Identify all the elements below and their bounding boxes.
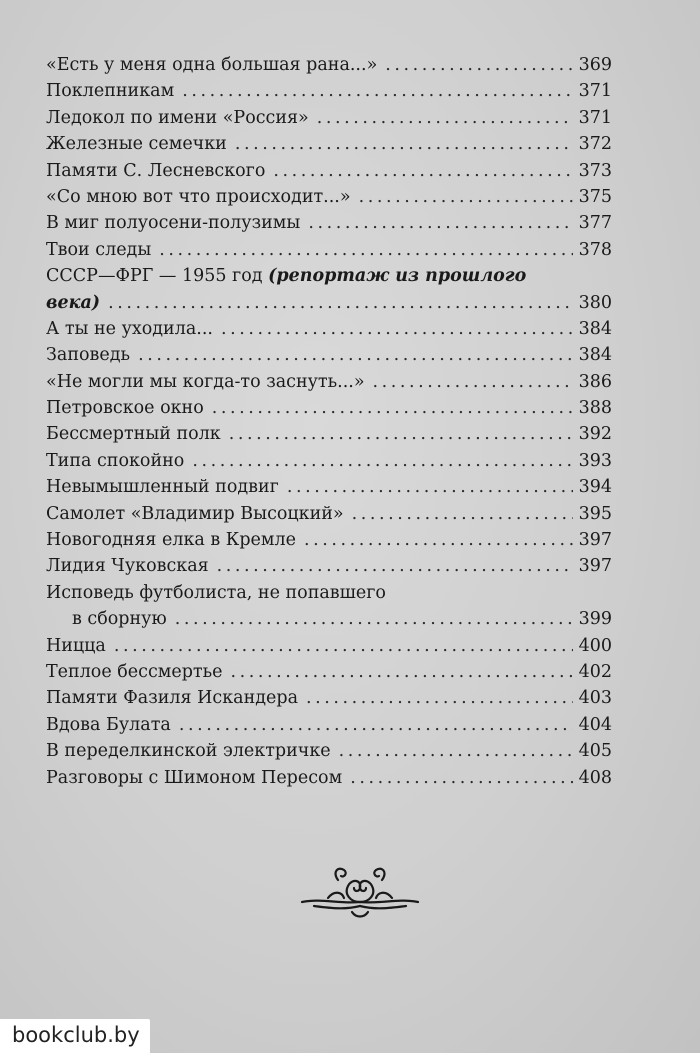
toc-title: Твои следы: [46, 239, 152, 260]
toc-page-number: 395: [578, 503, 612, 524]
toc-title: Памяти С. Лесневского: [46, 160, 266, 181]
toc-entry: [46, 553, 612, 579]
dot-leader: [231, 659, 573, 685]
toc-page-number: 371: [578, 107, 612, 128]
toc-page-number: 402: [578, 661, 612, 682]
toc-title: Ледокол по имени «Россия»: [46, 107, 309, 128]
toc-entry: [46, 105, 612, 131]
toc-entry-continuation: [46, 290, 612, 316]
dot-leader: [339, 738, 573, 764]
flourish-ornament-icon: [298, 858, 422, 922]
toc-page-number: 408: [578, 767, 612, 788]
dot-leader: [159, 237, 572, 263]
toc-title: Памяти Фазиля Искандера: [46, 688, 299, 709]
toc-subtitle: (репортаж из прошлого: [268, 266, 527, 287]
toc-page-number: 371: [578, 81, 612, 102]
toc-page-number: 380: [578, 292, 612, 313]
dot-leader: [304, 527, 573, 553]
toc-title: Теплое бессмертье: [46, 661, 223, 682]
dot-leader: [373, 369, 573, 395]
toc-entry: [46, 395, 612, 421]
toc-entry-continuation: [46, 606, 612, 632]
dot-leader: [235, 131, 573, 157]
toc-title: В миг полуосени-полузимы: [46, 213, 301, 234]
dot-leader: [306, 685, 573, 711]
toc-entry: [46, 712, 612, 738]
toc-title: СССР—ФРГ — 1955 год: [46, 266, 269, 287]
toc-page-number: 397: [578, 556, 612, 577]
toc-title: Ницца: [46, 635, 106, 656]
toc-title: Самолет «Владимир Высоцкий»: [46, 503, 344, 524]
toc-page-number: 392: [578, 424, 612, 445]
dot-leader: [221, 316, 573, 342]
toc-entry: [46, 421, 612, 447]
toc-title: Типа спокойно: [46, 450, 185, 471]
dot-leader: [352, 501, 573, 527]
toc-entry-multiline: [46, 263, 612, 289]
dot-leader: [212, 395, 573, 421]
toc-entry: [46, 342, 612, 368]
table-of-contents: [46, 52, 612, 791]
toc-page-number: 373: [578, 160, 612, 181]
toc-title: «Есть у меня одна большая рана...»: [46, 55, 378, 75]
dot-leader: [179, 712, 573, 738]
dot-leader: [114, 633, 573, 659]
toc-title: Лидия Чуковская: [46, 556, 209, 577]
toc-subtitle: века): [46, 292, 101, 313]
toc-page-number: 384: [578, 345, 612, 366]
toc-entry: [46, 184, 612, 210]
dot-leader: [182, 78, 572, 104]
watermark-label: bookclub.by: [0, 1019, 150, 1053]
dot-leader: [287, 474, 573, 500]
toc-entry: [46, 448, 612, 474]
toc-title: Невымышленный подвиг: [46, 477, 279, 498]
dot-leader: [308, 210, 572, 236]
dot-leader: [192, 448, 572, 474]
toc-page-number: 394: [578, 477, 612, 498]
toc-page-number: 388: [578, 398, 612, 419]
toc-entry: [46, 131, 612, 157]
toc-title: Заповедь: [46, 345, 131, 366]
toc-page-number: 377: [578, 213, 612, 234]
toc-title: «Не могли мы когда-то заснуть...»: [46, 371, 365, 392]
toc-entry: [46, 527, 612, 553]
toc-title-continued: в сборную: [72, 609, 167, 630]
toc-entry: [46, 738, 612, 764]
toc-page-number: 393: [578, 450, 612, 471]
toc-page-number: 405: [578, 741, 612, 762]
toc-entry: [46, 316, 612, 342]
toc-title: Поклепникам: [46, 81, 175, 102]
toc-title: Петровское окно: [46, 398, 204, 419]
toc-page-number: 378: [578, 239, 612, 260]
toc-title: В переделкинской электричке: [46, 741, 331, 762]
toc-page-number: 400: [578, 635, 612, 656]
toc-title: Бессмертный полк: [46, 424, 221, 445]
dot-leader: [385, 52, 572, 78]
dot-leader: [108, 290, 573, 316]
toc-entry: [46, 659, 612, 685]
toc-title: Новогодняя елка в Кремле: [46, 530, 296, 551]
toc-entry: [46, 237, 612, 263]
toc-entry: [46, 158, 612, 184]
toc-entry: [46, 474, 612, 500]
toc-entry: [46, 633, 612, 659]
dot-leader: [175, 606, 573, 632]
toc-page-number: 372: [578, 134, 612, 155]
dot-leader: [359, 184, 573, 210]
dot-leader: [229, 421, 573, 447]
toc-page-number: 375: [578, 186, 612, 207]
toc-page-number: 384: [578, 318, 612, 339]
toc-entry: [46, 685, 612, 711]
toc-entry: [46, 369, 612, 395]
toc-title: «Со мною вот что происходит...»: [46, 186, 351, 207]
toc-page-number: 399: [578, 609, 612, 630]
dot-leader: [350, 765, 572, 791]
dot-leader: [273, 158, 572, 184]
toc-page-number: 403: [578, 688, 612, 709]
dot-leader: [317, 105, 573, 131]
toc-title: Исповедь футболиста, не попавшего: [46, 582, 386, 603]
toc-page-number: 386: [578, 371, 612, 392]
toc-title: Разговоры с Шимоном Пересом: [46, 767, 343, 788]
toc-entry: [46, 78, 612, 104]
toc-entry: [46, 765, 612, 791]
toc-title: Железные семечки: [46, 134, 227, 155]
toc-entry: [46, 501, 612, 527]
toc-title: А ты не уходила...: [46, 318, 213, 339]
toc-entry-multiline: [46, 580, 612, 606]
toc-page-number: 404: [578, 714, 612, 735]
toc-entry: [46, 52, 612, 78]
toc-page-number: 397: [578, 530, 612, 551]
dot-leader: [217, 553, 573, 579]
dot-leader: [138, 342, 573, 368]
toc-page-number: 369: [578, 55, 612, 75]
toc-entry: [46, 210, 612, 236]
toc-title: Вдова Булата: [46, 714, 171, 735]
